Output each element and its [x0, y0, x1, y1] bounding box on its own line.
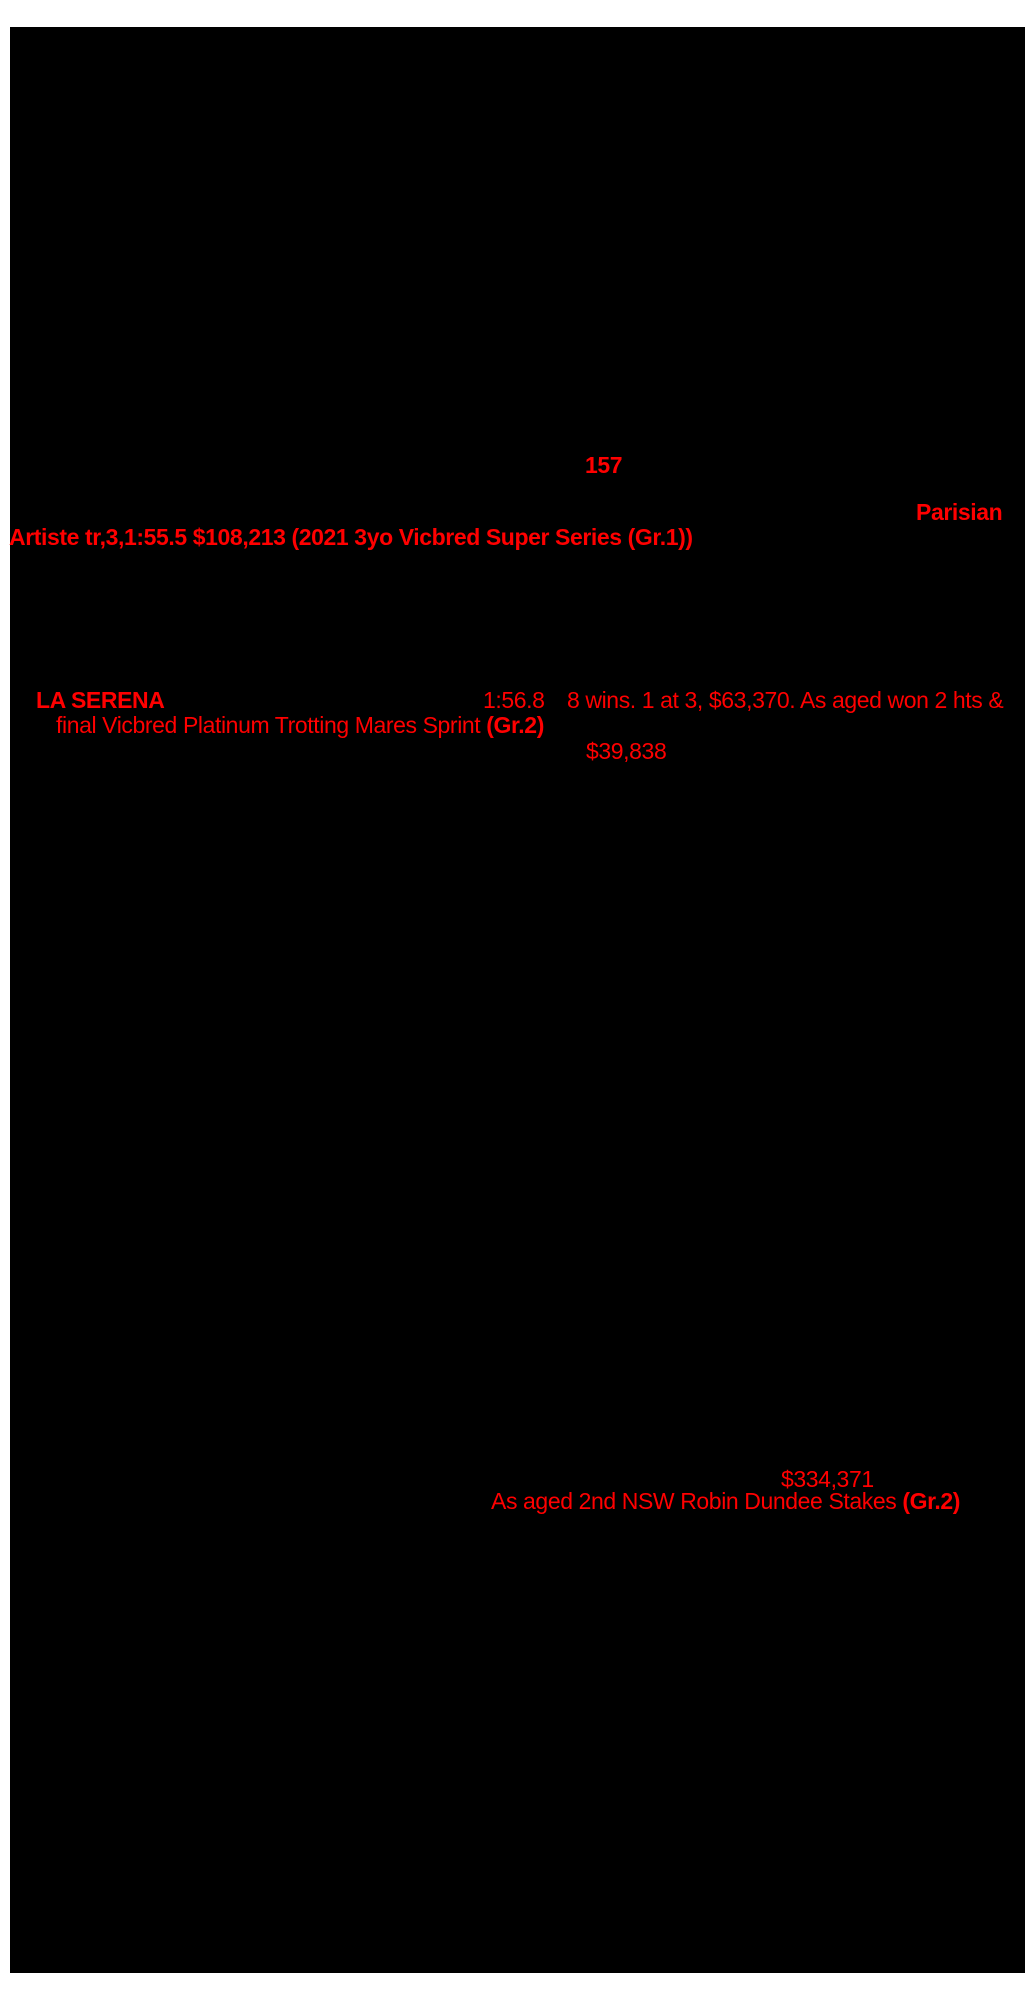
- dam-race-summary-line2-text: final Vicbred Platinum Trotting Mares Sprint: [56, 712, 487, 738]
- scanned-page-background: [10, 27, 1025, 1973]
- dam-mile-record: 1:56.8: [483, 687, 545, 713]
- dam-race-summary-line2: [56, 714, 544, 737]
- grade2-label-family: (Gr.2): [902, 1488, 961, 1514]
- family-performance-text: As aged 2nd NSW Robin Dundee Stakes: [491, 1488, 903, 1514]
- stakes-winner-name-line1: Parisian: [916, 499, 1003, 525]
- dam-name: LA SERENA: [36, 687, 165, 713]
- family-earnings: $334,371: [781, 1466, 874, 1492]
- lot-number: 157: [585, 452, 623, 478]
- dam-race-summary-line1: 8 wins. 1 at 3, $63,370. As aged won 2 hts &: [567, 687, 1004, 713]
- family-performance-line: [491, 1490, 960, 1513]
- grade2-label-dam: (Gr.2): [486, 712, 544, 738]
- stakes-winner-name-line2: Artiste tr,3,1:55.5 $108,213 (2021 3yo Vicbred Super Series (Gr.1)): [9, 524, 693, 550]
- dam-earnings: $39,838: [586, 738, 667, 764]
